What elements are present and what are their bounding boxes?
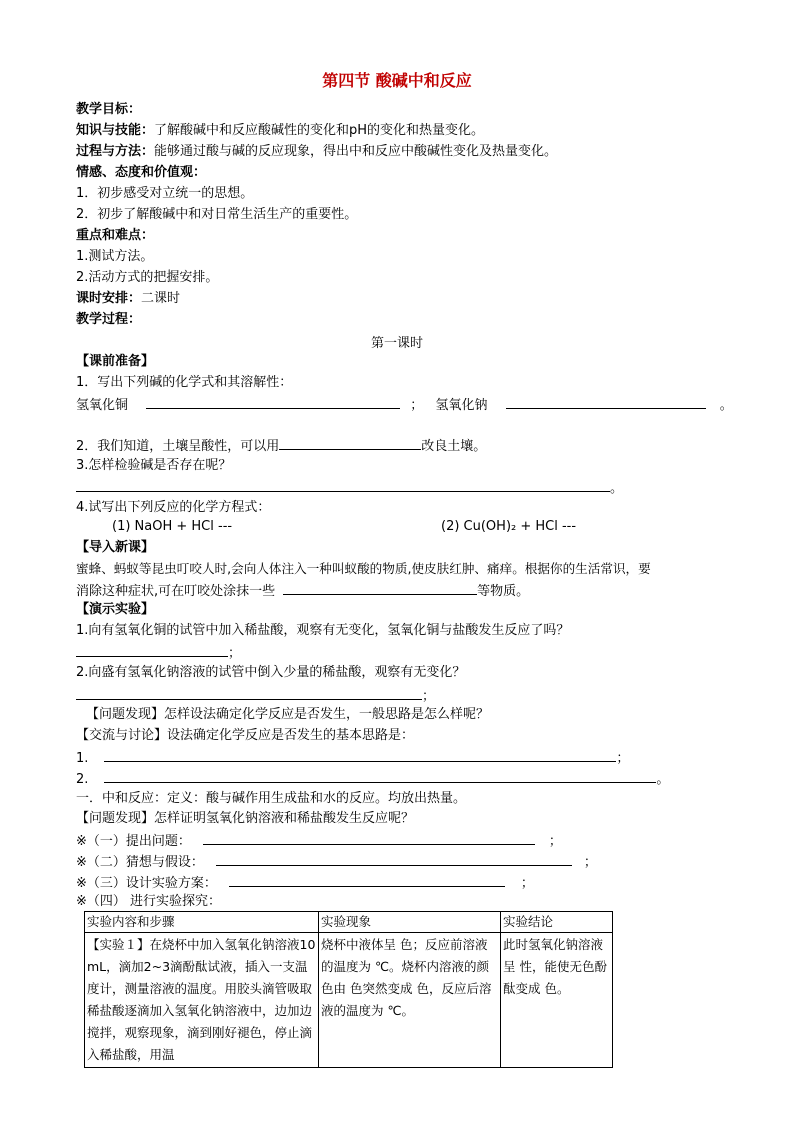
cell-conclusion[interactable]: 此时氢氧化钠溶液呈 性，能使无色酚酞变成 色。 bbox=[501, 933, 613, 1068]
discuss-item-2: 2. 。 bbox=[76, 769, 669, 789]
prep-q4: 4.试写出下列反应的化学方程式： bbox=[76, 500, 271, 515]
demo-q2: 2.向盛有氢氧化钠溶液的试管中倒入少量的稀盐酸，观察有无变化？ bbox=[76, 665, 466, 680]
hours-line: 课时安排：二课时 bbox=[76, 291, 181, 306]
experiment-table bbox=[84, 911, 613, 1068]
prep-heading: 【课前准备】 bbox=[76, 354, 155, 369]
discuss-line: 【交流与讨论】设法确定化学反应是否发生的基本思路是： bbox=[76, 728, 415, 743]
emotion-heading: 情感、态度和价值观： bbox=[76, 165, 207, 180]
intro-line-1: 蜜蜂、蚂蚁等昆虫叮咬人时,会向人体注入一种叫蚁酸的物质,使皮肤红肿、痛痒。根据你的生活常识，要 bbox=[76, 561, 651, 576]
process-heading: 教学过程： bbox=[76, 312, 142, 327]
cell-steps: 【实验１】在烧杯中加入氢氧化钠溶液10mL，滴加2~3滴酚酞试液，插入一支温度计，测量溶液的温度。用胶头滴管吸取稀盐酸逐滴加入氢氧化钠溶液中，边加边搅拌，观察现象，滴到刚好褪色，停止滴入稀盐酸，用温 bbox=[85, 933, 319, 1068]
key-item: 2.活动方式的把握安排。 bbox=[76, 270, 219, 285]
step-4: ※（四） 进行实验探究： bbox=[76, 894, 222, 909]
blank-discuss-1[interactable] bbox=[104, 748, 616, 762]
step-1: ※（一）提出问题： ； bbox=[76, 831, 562, 851]
blank-demo-2[interactable] bbox=[76, 686, 422, 700]
lesson-title: 第一课时 bbox=[370, 336, 423, 351]
cell-observation[interactable]: 烧杯中液体呈 色；反应前溶液的温度为 ℃。烧杯内溶液的颜色由 色突然变成 色，反应后溶液的温度为 ℃。 bbox=[319, 933, 501, 1068]
page-title: 第四节 酸碱中和反应 bbox=[322, 71, 472, 90]
blank-naoh[interactable] bbox=[506, 395, 706, 409]
blank-remedy[interactable] bbox=[283, 581, 477, 595]
blank-alkali-test[interactable] bbox=[76, 478, 610, 492]
process-line: 过程与方法：能够通过酸与碱的反应现象，得出中和反应中酸碱性变化及热量变化。 bbox=[76, 144, 558, 159]
header-observation: 实验现象 bbox=[319, 912, 501, 933]
header-conclusion: 实验结论 bbox=[501, 912, 613, 933]
blank-discuss-2[interactable] bbox=[104, 769, 656, 783]
neutralization-def: 一．中和反应：定义：酸与碱作用生成盐和水的反应。均放出热量。 bbox=[76, 791, 467, 806]
prep-q2: 2．我们知道，土壤呈酸性，可以用 改良土壤。 bbox=[76, 436, 486, 456]
emotion-item: 2．初步了解酸碱中和对日常生活生产的重要性。 bbox=[76, 207, 358, 222]
step-3: ※（三）设计实验方案： ； bbox=[76, 873, 534, 893]
step-2: ※（二）猜想与假设： ； bbox=[76, 852, 597, 872]
prep-q3: 3.怎样检验碱是否存在呢？ bbox=[76, 458, 232, 473]
key-item: 1.测试方法。 bbox=[76, 249, 154, 264]
blank-demo-1[interactable] bbox=[76, 643, 228, 657]
blank-step-2[interactable] bbox=[216, 852, 572, 866]
discuss-item-1: 1. ； bbox=[76, 748, 629, 768]
demo-heading: 【演示实验】 bbox=[76, 602, 155, 617]
demo-q1-blank: ； bbox=[76, 643, 241, 663]
blank-soil[interactable] bbox=[279, 436, 421, 450]
equation-1: (1) NaOH + HCl --- bbox=[112, 519, 233, 534]
header-steps: 实验内容和步骤 bbox=[85, 912, 319, 933]
blank-step-3[interactable] bbox=[229, 873, 505, 887]
knowledge-line: 知识与技能：了解酸碱中和反应酸碱性的变化和pH的变化和热量变化。 bbox=[76, 123, 485, 138]
goals-heading: 教学目标： bbox=[76, 102, 142, 117]
demo-q1: 1.向有氢氧化铜的试管中加入稀盐酸，观察有无变化，氢氧化铜与盐酸发生反应了吗？ bbox=[76, 623, 570, 638]
prep-q3-blank: 。 bbox=[76, 478, 623, 498]
intro-heading: 【导入新课】 bbox=[76, 540, 155, 555]
prep-q1: 1．写出下列碱的化学式和其溶解性： bbox=[76, 375, 293, 390]
prep-q1-blanks: 氢氧化铜 ； 氢氧化钠 。 bbox=[76, 395, 733, 415]
demo-q2-blank: ； bbox=[76, 686, 435, 706]
blank-step-1[interactable] bbox=[203, 831, 535, 845]
intro-line-2: 消除这种症状,可在叮咬处涂抹一些 等物质。 bbox=[76, 581, 529, 601]
equation-2: (2) Cu(OH)₂ + HCl --- bbox=[441, 519, 577, 534]
issue2-line: 【问题发现】怎样证明氢氧化钠溶液和稀盐酸发生反应呢？ bbox=[76, 811, 415, 826]
blank-cu-oh[interactable] bbox=[146, 395, 400, 409]
key-heading: 重点和难点： bbox=[76, 228, 155, 243]
issue-line: 【问题发现】怎样设法确定化学反应是否发生，一般思路是怎么样呢？ bbox=[86, 707, 490, 722]
emotion-item: 1．初步感受对立统一的思想。 bbox=[76, 186, 254, 201]
